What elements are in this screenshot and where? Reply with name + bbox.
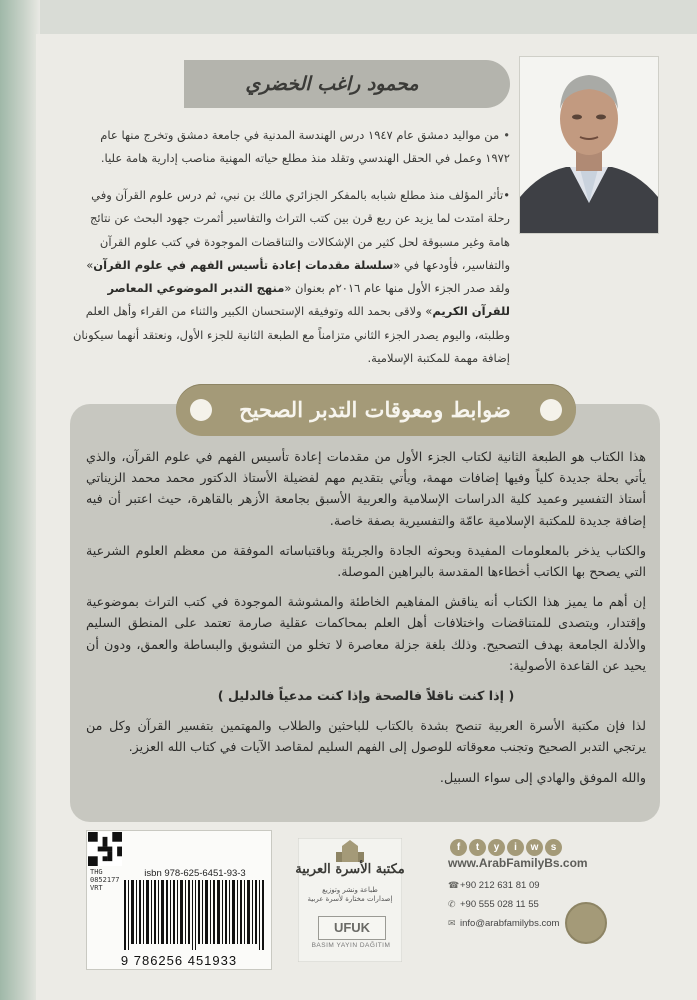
scan-edge-left [0, 0, 40, 1000]
phone-1: +90 212 631 81 09 [460, 880, 540, 891]
publisher-tagline: طباعة ونشر وتوزيع إصدارات مختارة لأسرة عربية [307, 886, 393, 903]
author-photo [519, 56, 659, 234]
series-title: سلسلة مقدمات إعادة تأسيس الفهم في علوم القرآن [93, 257, 394, 272]
qr-code-label: THG 0852177 VRT [90, 868, 120, 892]
bio-paragraph-2: تأثر المؤلف منذ مطلع شبابه بالمفكر الجزائري مالك بن نبي، ثم درس علوم القرآن وفي رحلة امتدت لما يزيد عن ربع قرن بين كتب التراث والتفاسير أثمرت جهود البحث عن نتائج هامة وغير مسبوقة لحل كثير من الإشكالات والتناقضات الموجودة في كتب علوم القرآن والتفاسير، فأودعها في « [89, 188, 510, 272]
email[interactable]: info@arabfamilybs.com [460, 918, 560, 929]
description-paragraph-5: والله الموفق والهادي إلى سواء السبيل. [439, 769, 646, 785]
description-paragraph-2: والكتاب يذخر بالمعلومات المفيدة وبحوثه الجادة والجريئة وباقتباساته الموفقة من معظم العلوم الشرعية التي يصحح بها الكاتب أخطاءها المقدسة بالبراهين الموصلة. [86, 542, 646, 580]
author-bio-1: •من مواليد دمشق عام ١٩٤٧ درس الهندسة المدنية في جامعة دمشق وتخرج منها عام ١٩٧٢ وعمل في الحقل الهندسي وتقلد منذ مطلع حياته المهنية مناصب إدارية هامة عليا. [100, 128, 510, 165]
phone-icon: ☎ [448, 880, 460, 890]
mobile-icon: ✆ [448, 899, 456, 909]
bio-paragraph-2-mid: » ولقد صدر الجزء الأول منها عام ٢٠١٦م بعنوان « [86, 257, 510, 296]
snapchat-icon[interactable]: s [545, 839, 562, 856]
book-title: ضوابط ومعوقات التدبر الصحيح [239, 397, 511, 422]
partner-tagline: BASIM YAYIN DAĞITIM [311, 942, 391, 949]
author-bio-2-text: •تأثر المؤلف منذ مطلع شبابه بالمفكر الجزائري مالك بن نبي، ثم درس علوم القرآن وفي رحلة امتدت لما يزيد عن ربع قرن بين كتب التراث والتفاسير أثمرت جهود البحث عن نتائج هامة وغير مسبوقة لحل كثير من الإشكالات والتناقضات الموجودة في كتب علوم القرآن والتفاسير، فأودعها في «سلسلة مقدمات إعادة تأسيس الفهم في علوم القرآن» ولقد صدر الجزء الأول منها عام ٢٠١٦م بعنوان «منهج التدبر الموضوعي المعاصر للقرآن الكريم» ولاقى بحمد الله وتوفيقه الإستحسان الكبير والثناء من القراء وأهل العلم وطلبته، واليوم يصدر الجزء الثاني متزامناً مع الطبعة الثانية للجزء الأول، ونعتقد أنهما سيكونان إضافة مهمة للمكتبة الإسلامية. [72, 188, 510, 366]
publisher-name: مكتبة الأسرة العربية [295, 862, 405, 877]
book-description [86, 446, 646, 797]
website-link[interactable]: www.ArabFamilyBs.com [448, 856, 588, 870]
publisher-seal-icon [565, 902, 607, 944]
title-ornament-right [540, 399, 562, 421]
bio-paragraph-2-end: » ولاقى بحمد الله وتوفيقه الإستحسان الكبير والثناء من القراء وأهل العلم وطلبته، واليوم يصدر الجزء الثاني متزامناً مع الطبعة الثانية للجزء الأول، ونعتقد أنهما سيكونان إضافة مهمة للمكتبة الإسلامية. [72, 304, 510, 366]
barcode-digits: 9 786256 451933 [120, 953, 238, 968]
twitter-icon[interactable]: t [469, 839, 486, 856]
description-quote: ( إذا كنت ناقلاً فالصحة وإذا كنت مدعياً فالدليل ) [217, 688, 515, 704]
barcode-icon [124, 880, 264, 950]
first-volume-title: منهج التدبر الموضوعي المعاصر للقرآن الكريم [107, 281, 510, 319]
isbn-label: isbn 978-625-6451-93-3 [144, 868, 246, 879]
instagram-icon[interactable]: i [507, 839, 524, 856]
phone-2: +90 555 028 11 55 [460, 899, 539, 910]
email-icon: ✉ [448, 918, 456, 928]
description-paragraph-1: هذا الكتاب هو الطبعة الثانية لكتاب الجزء الأول من مقدمات إعادة تأسيس الفهم في علوم القرآن، والذي يأتي بحلة جديدة كلياً وفيها إضافات مهمة، ويأتي بتقديم مهم لفضيلة الأستاذ الدكتور محمد محمد الزيناتي أستاذ التفسير وعميد كلية الدراسات الإسلامية والعربية الأسبق بجامعة الأزهر بالقاهرة، حيث اعتبر أن فيه إضافة جديدة للمكتبة الإسلامية عامّة والتفسيرية بصفة خاصة. [86, 449, 646, 528]
whatsapp-icon[interactable]: w [526, 839, 543, 856]
description-paragraph-3: إن أهم ما يميز هذا الكتاب أنه يناقش المفاهيم الخاطئة والمشوشة الموجودة في كتب التراث بموضوعية وإقتدار، ويتصدى للمتناقضات واختلافات أهل العلم بمحاكمات عقلية صارمة تعتمد على المنطق السليم والأدلة الجامعة بهدف التصحيح. وذلك بلغة جزلة معاصرة لا تخلو من التشويق والبساطة والعمق، ودون أن يحيد عن القاعدة الأصولية: [86, 594, 646, 673]
social-icons [450, 835, 564, 853]
title-ornament-left [190, 399, 212, 421]
qr-code-icon [88, 832, 122, 866]
partner-logo: UFUK [318, 916, 386, 940]
facebook-icon[interactable]: f [450, 839, 467, 856]
description-paragraph-4: لذا فإن مكتبة الأسرة العربية تنصح بشدة بالكتاب للباحثين والطلاب والمهتمين بتفسير القرآن وكل من يرتجي التدبر الصحيح وتجنب معوقاته للوصول إلى الفهم السليم لمقاصد الآيات في كتاب الله العزيز. [86, 718, 646, 755]
author-name: محمود راغب الخضري [245, 73, 419, 95]
youtube-icon[interactable]: y [488, 839, 505, 856]
bio-paragraph-1: من مواليد دمشق عام ١٩٤٧ درس الهندسة المدنية في جامعة دمشق وتخرج منها عام ١٩٧٢ وعمل في الحقل الهندسي وتقلد منذ مطلع حياته المهنية مناصب إدارية هامة عليا. [100, 128, 510, 165]
scan-edge-top [0, 0, 697, 34]
